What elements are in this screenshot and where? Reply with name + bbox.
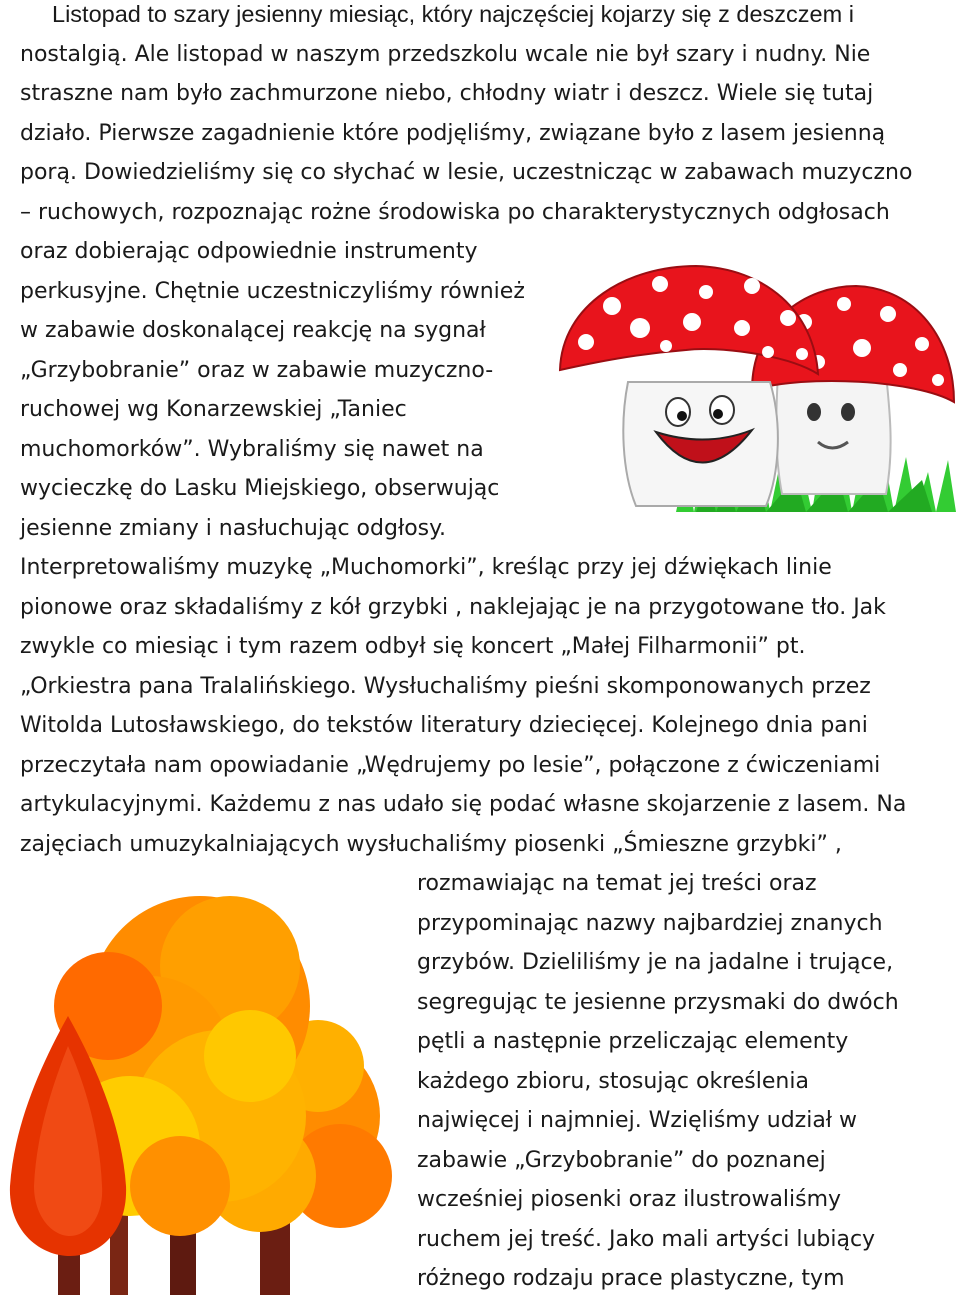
paragraph-line: przypominając nazwy najbardziej znanych (417, 911, 883, 936)
toadstools-illustration (556, 262, 958, 516)
paragraph-line: działo. Pierwsze zagadnienie które podjęliśmy, związane było z lasem jesienną (20, 121, 886, 146)
paragraph-line: porą. Dowiedzieliśmy się co słychać w lesie, uczestnicząc w zabawach muzyczno (20, 160, 913, 185)
paragraph-line: „Orkiestra pana Tralalińskiego. Wysłuchaliśmy pieśni skomponowanych przez (20, 674, 871, 699)
paragraph-line: rozmawiając na temat jej treści oraz (417, 871, 817, 896)
paragraph-line: jesienne zmiany i nasłuchując odgłosy. (20, 516, 446, 541)
paragraph-line: perkusyjne. Chętnie uczestniczyliśmy również (20, 279, 525, 304)
paragraph-line: ruchem jej treść. Jako mali artyści lubiący (417, 1227, 876, 1252)
paragraph-line: straszne nam było zachmurzone niebo, chłodny wiatr i deszcz. Wiele się tutaj (20, 81, 874, 106)
paragraph-line: najwięcej i najmniej. Wzięliśmy udział w (417, 1108, 858, 1133)
paragraph-line: – ruchowych, rozpoznając rożne środowiska po charakterystycznych odgłosach (20, 200, 890, 225)
paragraph-line: zabawie „Grzybobranie” do poznanej (417, 1148, 826, 1173)
paragraph-line: muchomorków”. Wybraliśmy się nawet na (20, 437, 484, 462)
paragraph-line: nostalgią. Ale listopad w naszym przedszkolu wcale nie był szary i nudny. Nie (20, 42, 871, 67)
paragraph-line: pętli a następnie przeliczając elementy (417, 1029, 849, 1054)
paragraph-line: każdego zbioru, stosując określenia (417, 1069, 809, 1094)
paragraph-line: wcześniej piosenki oraz ilustrowaliśmy (417, 1187, 842, 1212)
paragraph-line: Witolda Lutosławskiego, do tekstów literatury dziecięcej. Kolejnego dnia pani (20, 713, 868, 738)
paragraph-line: pionowe oraz składaliśmy z kół grzybki , naklejając je na przygotowane tło. Jak (20, 595, 886, 620)
paragraph-line: artykulacyjnymi. Każdemu z nas udało się podać własne skojarzenie z lasem. Na (20, 792, 907, 817)
paragraph-line: Listopad to szary jesienny miesiąc, który najczęściej kojarzy się z deszczem i (52, 1, 854, 27)
paragraph-line: różnego rodzaju prace plastyczne, tym (417, 1266, 845, 1291)
paragraph-line: przeczytała nam opowiadanie „Wędrujemy po lesie”, połączone z ćwiczeniami (20, 753, 881, 778)
autumn-trees-illustration (0, 886, 400, 1295)
paragraph-line: grzybów. Dzieliliśmy je na jadalne i trujące, (417, 950, 894, 975)
paragraph-line: ruchowej wg Konarzewskiej „Taniec (20, 397, 407, 422)
paragraph-line: „Grzybobranie” oraz w zabawie muzyczno- (20, 358, 494, 383)
paragraph-line: w zabawie doskonalącej reakcję na sygnał (20, 318, 486, 343)
paragraph-line: Interpretowaliśmy muzykę „Muchomorki”, kreśląc przy jej dźwiękach linie (20, 555, 832, 580)
paragraph-line: wycieczkę do Lasku Miejskiego, obserwując (20, 476, 500, 501)
paragraph-line: zajęciach umuzykalniających wysłuchaliśmy piosenki „Śmieszne grzybki” , (20, 832, 842, 857)
paragraph-line: oraz dobierając odpowiednie instrumenty (20, 239, 478, 264)
paragraph-line: zwykle co miesiąc i tym razem odbył się koncert „Małej Filharmonii” pt. (20, 634, 806, 659)
paragraph-line: segregując te jesienne przysmaki do dwóch (417, 990, 899, 1015)
